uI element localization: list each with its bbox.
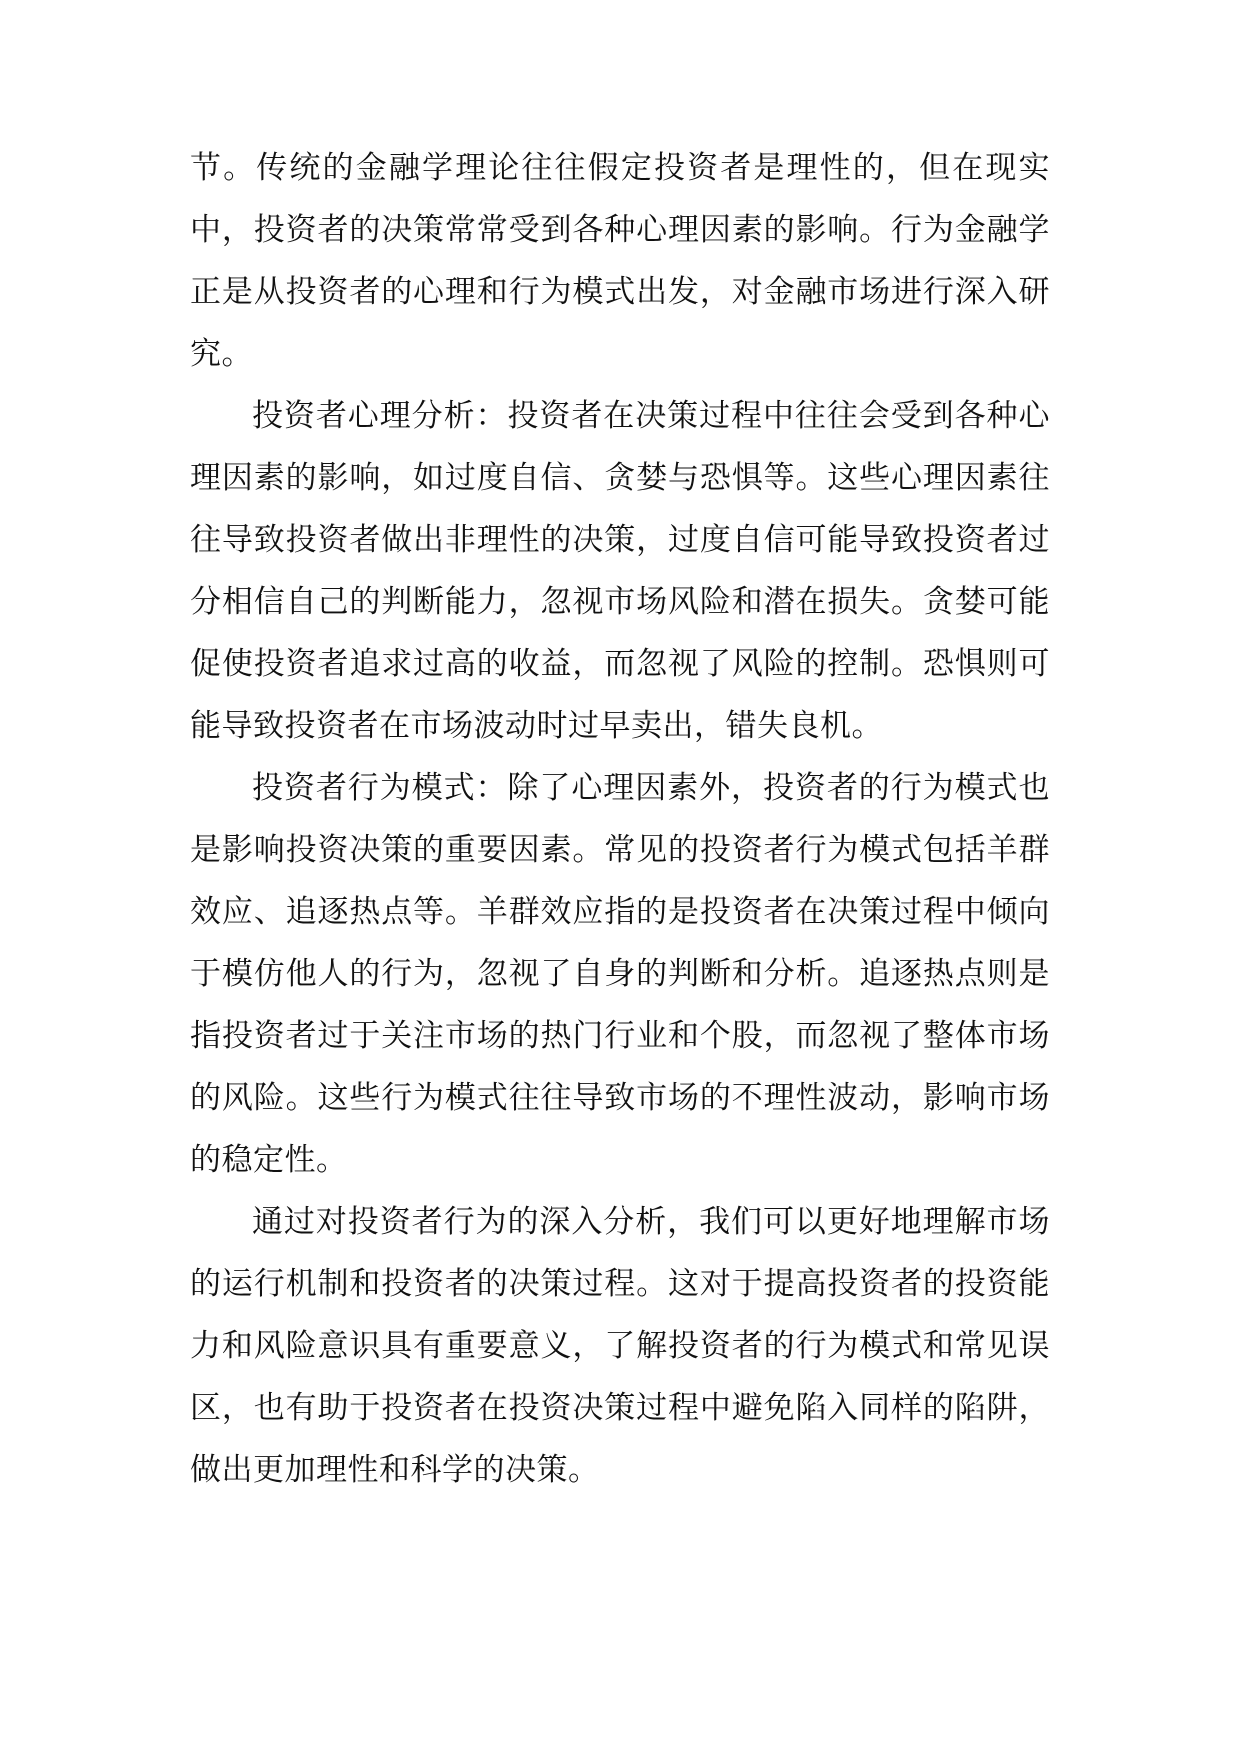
paragraph-conclusion: 通过对投资者行为的深入分析，我们可以更好地理解市场的运行机制和投资者的决策过程。这对于提高投资者的投资能力和风险意识具有重要意义，了解投资者的行为模式和常见误区，也有助于投资者在投资决策过程中避免陷入同样的陷阱，做出更加理性和科学的决策。	[190, 1204, 1050, 1488]
paragraph-investor-behavior: 投资者行为模式：除了心理因素外，投资者的行为模式也是影响投资决策的重要因素。常见的投资者行为模式包括羊群效应、追逐热点等。羊群效应指的是投资者在决策过程中倾向于模仿他人的行为，忽视了自身的判断和分析。追逐热点则是指投资者过于关注市场的热门行业和个股，而忽视了整体市场的风险。这些行为模式往往导致市场的不理性波动，影响市场的稳定性。	[190, 770, 1050, 1178]
paragraph-continuation: 节。传统的金融学理论往往假定投资者是理性的，但在现实中，投资者的决策常常受到各种心理因素的影响。行为金融学正是从投资者的心理和行为模式出发，对金融市场进行深入研究。	[190, 150, 1050, 372]
document-body	[190, 137, 1050, 1501]
paragraph-investor-psychology: 投资者心理分析：投资者在决策过程中往往会受到各种心理因素的影响，如过度自信、贪婪与恐惧等。这些心理因素往往导致投资者做出非理性的决策，过度自信可能导致投资者过分相信自己的判断能力，忽视市场风险和潜在损失。贪婪可能促使投资者追求过高的收益，而忽视了风险的控制。恐惧则可能导致投资者在市场波动时过早卖出，错失良机。	[190, 398, 1050, 744]
